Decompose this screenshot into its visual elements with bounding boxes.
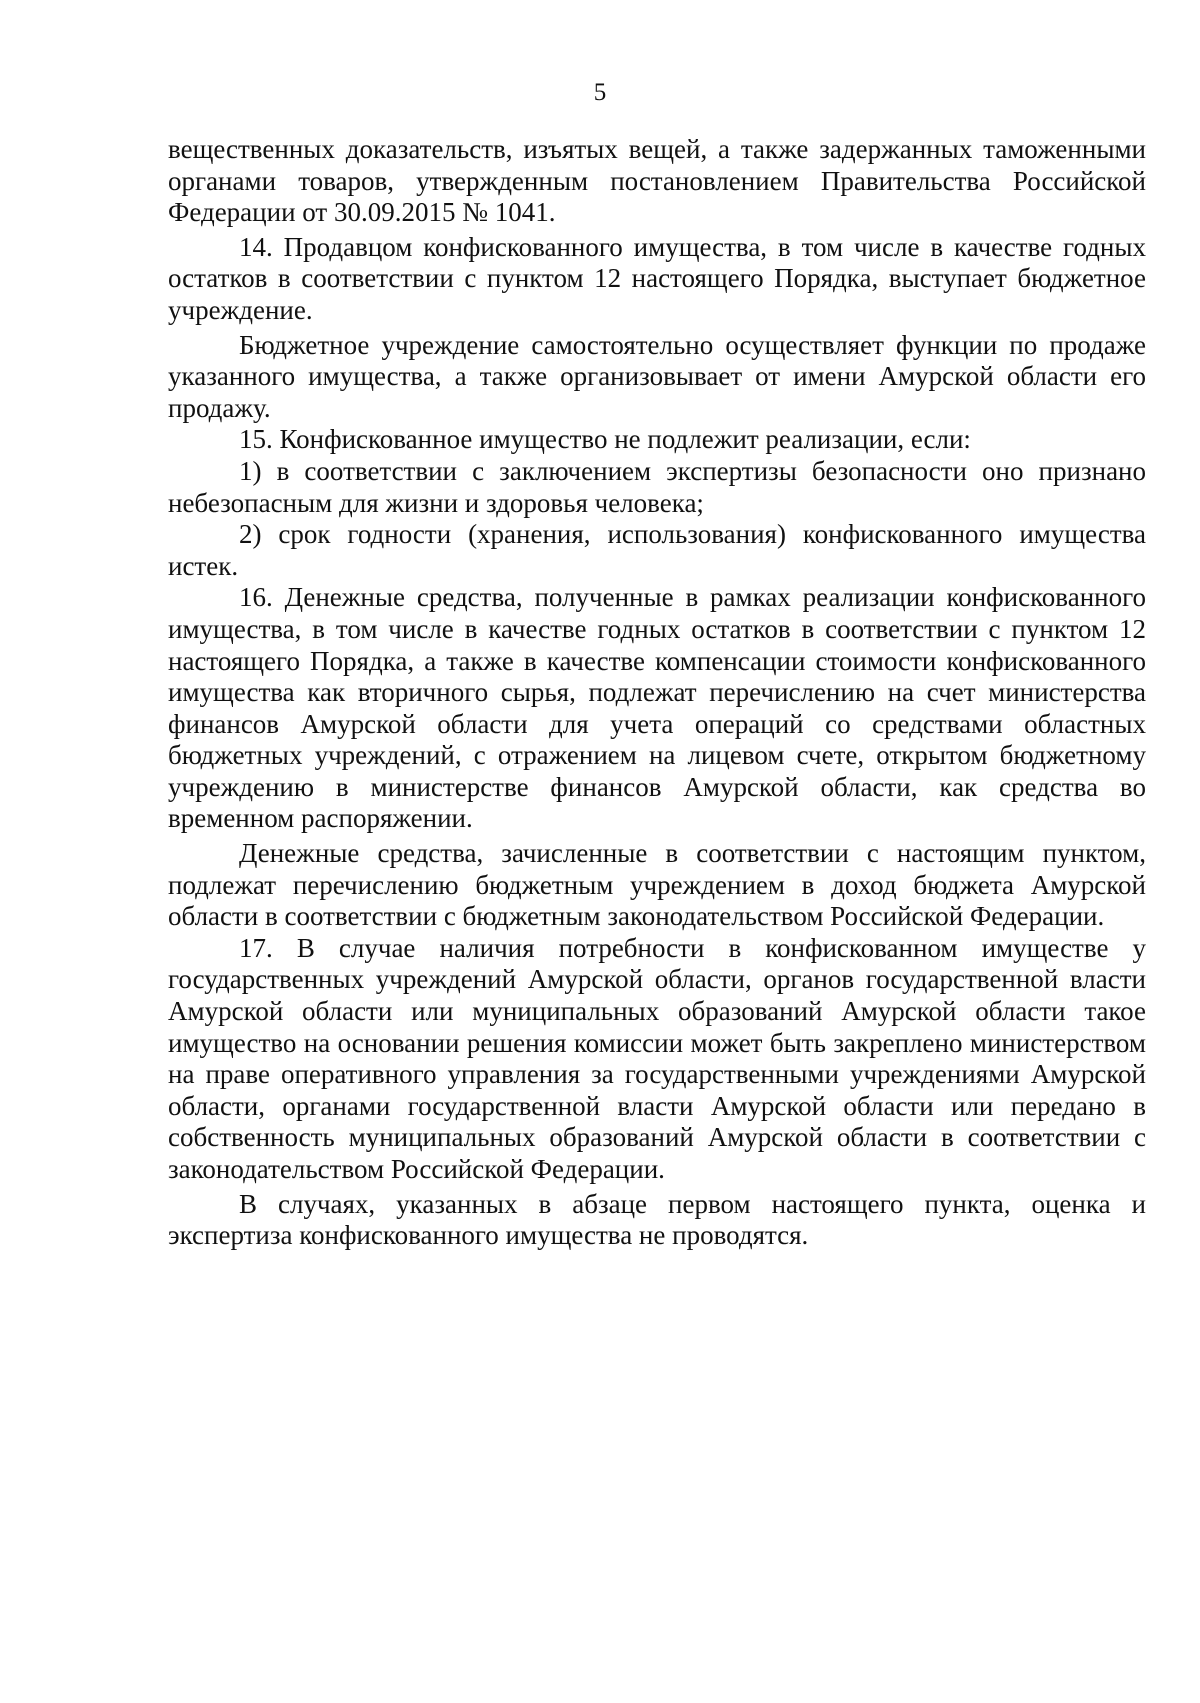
paragraph-item-16: 16. Денежные средства, полученные в рамках реализации конфискованного имущества, в том числе в качестве годных остатков в соответствии с пунктом 12 настоящего Порядка, а также в качестве компенсации стоимости конфискованного имущества как вторичного сырья, подлежат перечислению на счет министерства финансов Амурской области для учета операций со средствами областных бюджетных учреждений, с отражением на лицевом счете, открытом бюджетному учреждению в министерстве финансов Амурской области, как средства во временном распоряжении.	[168, 582, 1146, 834]
paragraph-item-15: 15. Конфискованное имущество не подлежит реализации, если:	[239, 424, 971, 455]
paragraph-item-15-2: 2) срок годности (хранения, использования) конфискованного имущества истек.	[168, 519, 1146, 581]
page-number: 5	[593, 79, 607, 106]
paragraph-funds-credited: Денежные средства, зачисленные в соответствии с настоящим пунктом, подлежат перечислению бюджетным учреждением в доход бюджета Амурской области в соответствии с бюджетным законодательством Российской Федерации.	[168, 838, 1146, 932]
paragraph-item-15-1: 1) в соответствии с заключением экспертизы безопасности оно признано небезопасным для жизни и здоровья человека;	[168, 455, 1146, 518]
document-body	[168, 134, 1146, 1252]
paragraph-continuation: вещественных доказательств, изъятых вещей, а также задержанных таможенными органами товаров, утвержденным постановлением Правительства Российской Федерации от 30.09.2015 № 1041.	[168, 134, 1146, 228]
paragraph-budget-institution: Бюджетное учреждение самостоятельно осуществляет функции по продаже указанного имущества, а также организовывает от имени Амурской области его продажу.	[168, 329, 1146, 423]
paragraph-item-17-cases: В случаях, указанных в абзаце первом настоящего пункта, оценка и экспертиза конфискованного имущества не проводятся.	[168, 1188, 1146, 1251]
paragraph-item-14: 14. Продавцом конфискованного имущества, в том числе в качестве годных остатков в соответствии с пунктом 12 настоящего Порядка, выступает бюджетное учреждение.	[168, 231, 1146, 325]
paragraph-item-17: 17. В случае наличия потребности в конфискованном имуществе у государственных учреждений Амурской области, органов государственной власти Амурской области или муниципальных образований Амурской области такое имущество на основании решения комиссии может быть закреплено министерством на праве оперативного управления за государственными учреждениями Амурской области, органами государственной власти Амурской области или передано в собственность муниципальных образований Амурской области в соответствии с законодательством Российской Федерации.	[168, 932, 1146, 1184]
